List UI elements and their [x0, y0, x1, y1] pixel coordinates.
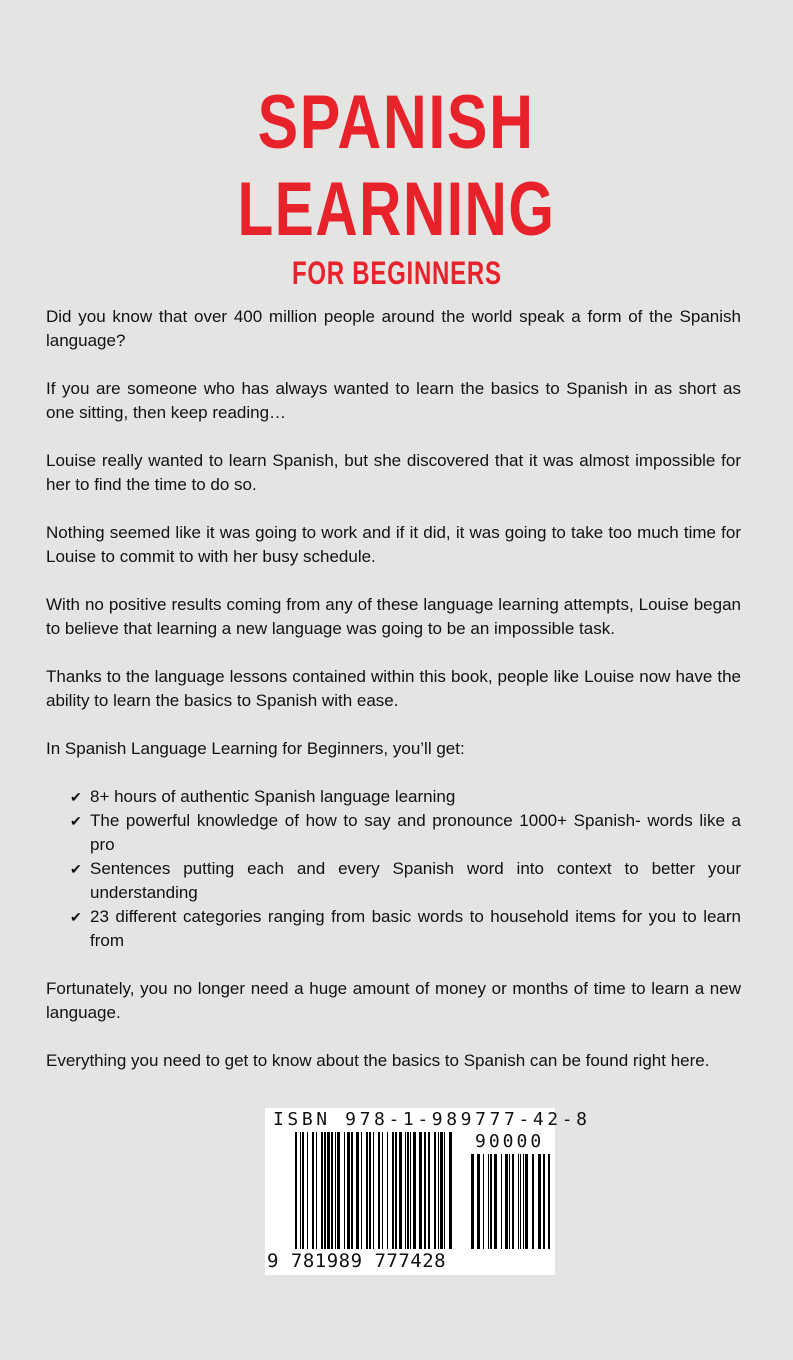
barcode-bar [327, 1132, 330, 1249]
paragraph: Thanks to the language lessons contained within this book, people like Louise now have the ability to learn the basics to Spanish with ease. [46, 667, 741, 710]
paragraph: Nothing seemed like it was going to work and if it did, it was going to take too much time for Louise to commit to with her busy schedule. [46, 523, 741, 566]
barcode-bar [512, 1154, 514, 1249]
barcode-bar [490, 1154, 492, 1249]
barcode-bar [300, 1132, 301, 1249]
list-item [70, 809, 741, 857]
barcode-bar [532, 1154, 534, 1249]
check-icon: ✔ [70, 789, 82, 805]
paragraph: Everything you need to get to know about the basics to Spanish can be found right here. [46, 1051, 710, 1070]
barcode-bar [548, 1154, 550, 1249]
barcode-bar [434, 1132, 436, 1249]
barcode-bar [395, 1132, 397, 1249]
barcode-bar [449, 1132, 452, 1249]
check-icon: ✔ [70, 861, 82, 877]
barcode-bar [424, 1132, 426, 1249]
isbn-barcode [265, 1108, 591, 1275]
barcode-bar [444, 1132, 445, 1249]
barcode-bar [337, 1132, 340, 1249]
list-item [70, 905, 741, 953]
list-item [70, 857, 741, 905]
barcode-bar [312, 1132, 314, 1249]
barcode-bar [494, 1154, 497, 1249]
barcode-bar [419, 1132, 422, 1249]
barcode-bar [543, 1154, 545, 1249]
barcode-bar [351, 1132, 353, 1249]
check-icon: ✔ [70, 813, 82, 829]
benefits-list [46, 785, 741, 953]
list-item-text: The powerful knowledge of how to say and pronounce 1000+ Spanish- words like a pro [90, 811, 741, 854]
barcode-bar [477, 1154, 480, 1249]
barcode-bar [302, 1132, 304, 1249]
barcode-digits: 9 781989 777428 [267, 1250, 447, 1272]
barcode-bar [295, 1132, 297, 1249]
barcode-bar [501, 1154, 502, 1249]
title-line1: SPANISH [258, 80, 535, 165]
barcode-bar [488, 1154, 489, 1249]
title-learning [0, 167, 793, 253]
list-item [70, 785, 741, 809]
barcode-bar [407, 1132, 409, 1249]
title-line3: FOR BEGINNERS [291, 255, 502, 291]
barcode-bar [307, 1132, 308, 1249]
barcode-bar [523, 1154, 524, 1249]
check-icon: ✔ [70, 909, 82, 925]
barcode-bar [347, 1132, 350, 1249]
barcode-bar [387, 1132, 388, 1249]
barcode-bar [525, 1154, 528, 1249]
barcode-bar [538, 1154, 541, 1249]
barcode-bar [361, 1132, 362, 1249]
barcode-addon: 90000 [475, 1131, 545, 1152]
barcode-bar [321, 1132, 323, 1249]
barcode-bar [399, 1132, 402, 1249]
barcode-bar [520, 1154, 521, 1249]
paragraph: Louise really wanted to learn Spanish, but she discovered that it was almost impossible for her to find the time to do so. [46, 451, 741, 494]
blurb [46, 305, 741, 1097]
barcode-bar [405, 1132, 406, 1249]
title-spanish [0, 80, 793, 166]
barcode-bar [335, 1132, 336, 1249]
paragraph: With no positive results coming from any of these language learning attempts, Louise began to believe that learning a new language was going to be an impossible task. [46, 595, 741, 638]
paragraph: Fortunately, you no longer need a huge amount of money or months of time to learn a new language. [46, 979, 741, 1022]
barcode-bar [471, 1154, 474, 1249]
barcode-bar [373, 1132, 374, 1249]
barcode-bar [438, 1132, 439, 1249]
list-item-text: Sentences putting each and every Spanish word into context to better your understanding [90, 859, 741, 902]
barcode-bar [382, 1132, 383, 1249]
barcode-bar [509, 1154, 510, 1249]
barcode-bar [483, 1154, 484, 1249]
barcode-bar [413, 1132, 416, 1249]
barcode-bar [378, 1132, 380, 1249]
barcode-bar [324, 1132, 326, 1249]
barcode-bar [316, 1132, 317, 1249]
barcode-bar [369, 1132, 371, 1249]
barcode-bar [505, 1154, 508, 1249]
barcode-bar [344, 1132, 345, 1249]
barcode-bar [428, 1132, 430, 1249]
barcode-bar [366, 1132, 368, 1249]
paragraph: In Spanish Language Learning for Beginners, you’ll get: [46, 739, 465, 758]
barcode-bar [410, 1132, 411, 1249]
list-item-text: 8+ hours of authentic Spanish language learning [90, 787, 456, 806]
title-line2: LEARNING [237, 167, 556, 252]
barcode-bar [440, 1132, 443, 1249]
paragraph: If you are someone who has always wanted to learn the basics to Spanish in as short as one sitting, then keep reading… [46, 379, 741, 422]
title-for-beginners [0, 255, 793, 292]
paragraph: Did you know that over 400 million people around the world speak a form of the Spanish language? [46, 307, 741, 350]
isbn-label: ISBN 978-1-989777-42-8 [273, 1109, 591, 1130]
barcode-bar [518, 1154, 519, 1249]
list-item-text: 23 different categories ranging from basic words to household items for you to learn from [90, 907, 741, 950]
barcode-bar [392, 1132, 394, 1249]
barcode-bar [331, 1132, 333, 1249]
barcode-bar [356, 1132, 359, 1249]
